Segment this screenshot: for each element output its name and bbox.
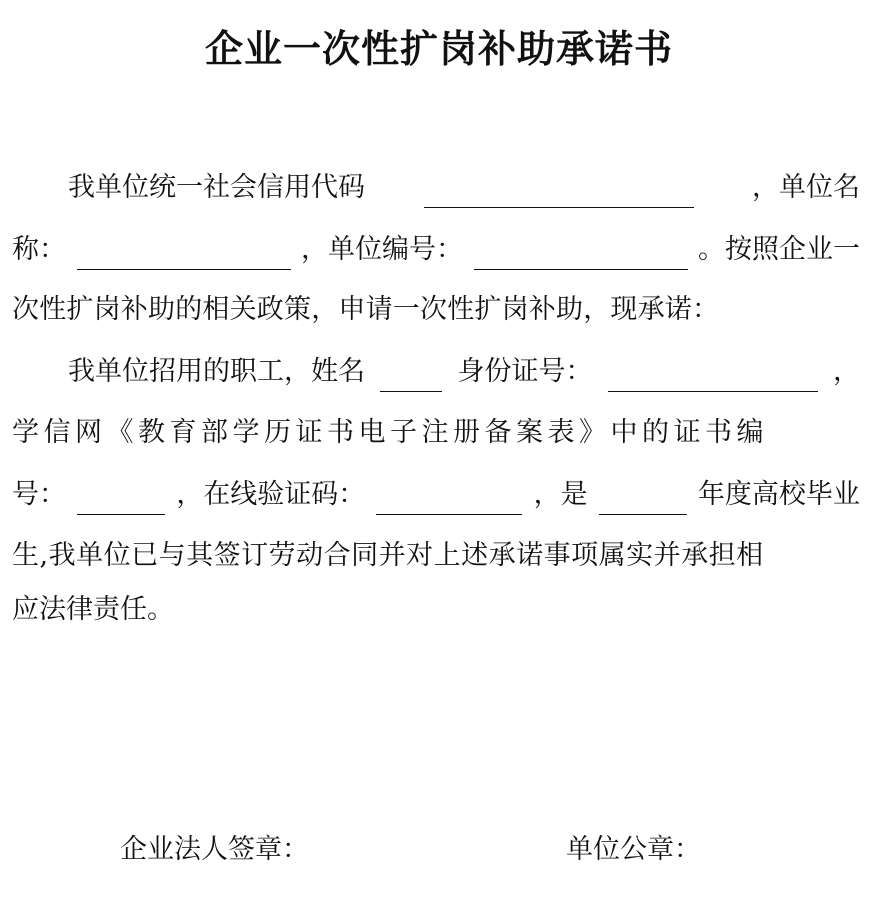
comma-text: ， (833, 356, 860, 387)
credit-code-field[interactable] (424, 177, 694, 208)
paragraph-line-7: 生,我单位已与其签订劳动合同并对上述承诺事项属实并承担相 (12, 540, 764, 571)
paragraph-line-4 (68, 352, 860, 392)
graduation-year-field[interactable] (599, 484, 687, 515)
verification-code-label: ，在线验证码： (176, 479, 366, 510)
paragraph-line-1 (68, 168, 860, 208)
document-title: 企业一次性扩岗补助承诺书 (204, 27, 673, 71)
unit-seal-label: 单位公章： (566, 834, 701, 865)
paragraph-line-8: 应法律责任。 (12, 594, 174, 625)
paragraph-line-3: 次性扩岗补助的相关政策，申请一次性扩岗补助，现承诺： (12, 294, 720, 325)
unit-name-field[interactable] (77, 239, 291, 270)
unit-name-label: ，单位名 (752, 172, 860, 203)
id-number-field[interactable] (608, 361, 818, 392)
graduation-year-label: ，是 (533, 479, 588, 510)
unit-number-field[interactable] (474, 239, 688, 270)
graduate-text: 年度高校毕业 (697, 479, 860, 510)
policy-text: 。按照企业一 (698, 234, 860, 265)
paragraph-line-5: 学信网《教育部学历证书电子注册备案表》中的证书编 (12, 417, 768, 448)
employee-name-label: 我单位招用的职工，姓名 (68, 356, 365, 387)
unit-number-label: ，单位编号： (301, 234, 463, 265)
verification-code-field[interactable] (376, 484, 522, 515)
employee-name-field[interactable] (380, 361, 442, 392)
certificate-number-field[interactable] (77, 484, 165, 515)
credit-code-label: 我单位统一社会信用代码 (68, 172, 365, 203)
certificate-number-label: 号： (12, 479, 66, 510)
id-number-label: 身份证号： (457, 356, 593, 387)
legal-person-signature-label: 企业法人签章： (120, 834, 309, 865)
paragraph-line-6 (12, 475, 860, 515)
paragraph-line-2 (12, 230, 860, 270)
unit-name-label-cont: 称： (12, 234, 66, 265)
